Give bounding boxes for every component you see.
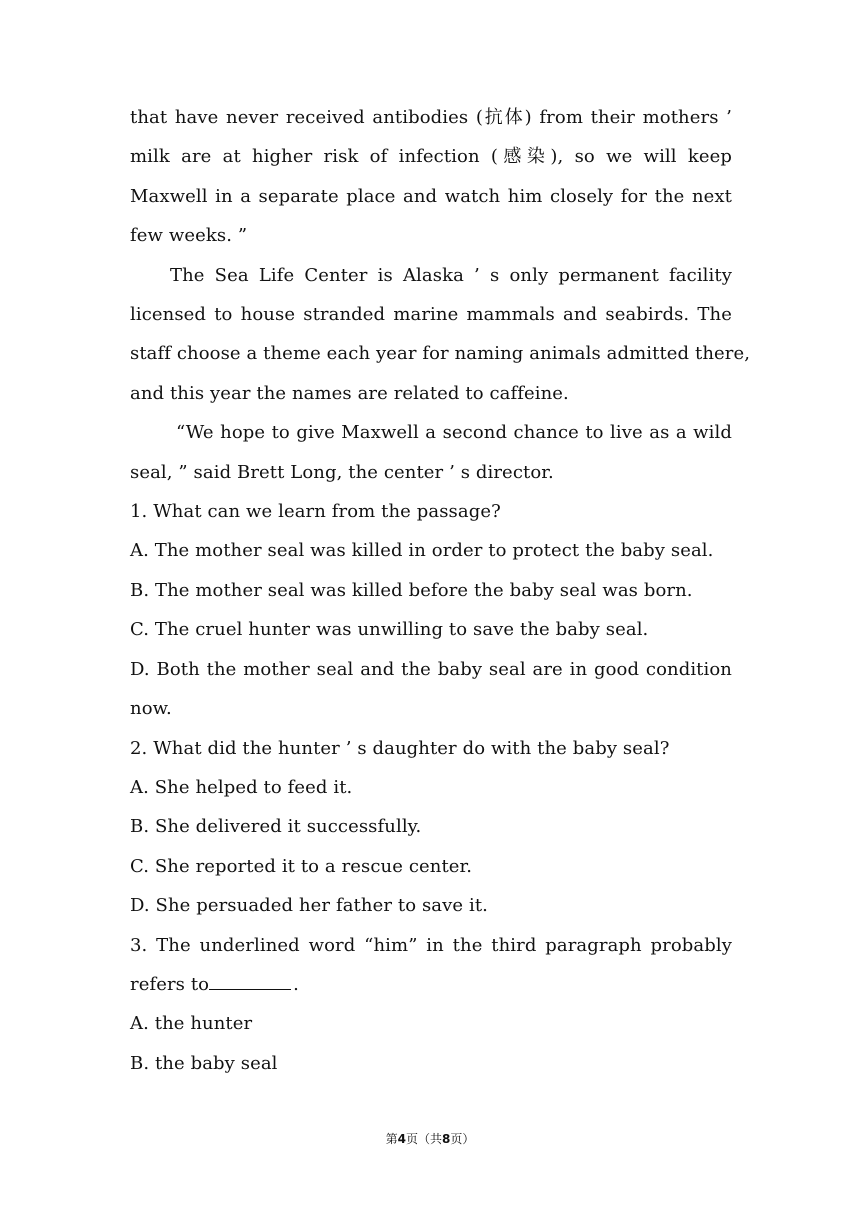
question-2-stem: 2. What did the hunter ’ s daughter do with the baby seal?	[130, 737, 670, 759]
question-1-option-d-line-1: D. Both the mother seal and the baby seal are in good condition	[130, 658, 732, 680]
question-1-option-d-line-2: now.	[130, 698, 172, 720]
question-1-option-a: A. The mother seal was killed in order to protect the baby seal.	[130, 540, 714, 562]
footer-middle: 页（共	[405, 1132, 442, 1146]
question-3-period: .	[293, 973, 299, 995]
question-3-stem-suffix: in the third paragraph probably	[417, 934, 732, 956]
paragraph-2-line-4: and this year the names are related to caffeine.	[130, 382, 569, 404]
paragraph-2-line-1: The Sea Life Center is Alaska ’ s only permanent facility	[170, 264, 732, 286]
question-1-option-b: B. The mother seal was killed before the baby seal was born.	[130, 579, 693, 601]
paragraph-3-line-1: “We hope to give Maxwell a second chance to live as a wild	[176, 422, 732, 444]
question-3-refers-to: refers to	[130, 973, 210, 995]
question-2-option-c: C. She reported it to a rescue center.	[130, 855, 473, 877]
paragraph-2-line-3: staff choose a theme each year for naming animals admitted there,	[130, 343, 751, 365]
question-3-stem-prefix: 3. The underlined word	[130, 934, 365, 956]
question-2-option-b: B. She delivered it successfully.	[130, 816, 422, 838]
question-3-option-a: A. the hunter	[130, 1013, 253, 1035]
paragraph-1-line-4: few weeks. ”	[130, 225, 248, 247]
paragraph-1-line-2: milk are at higher risk of infection (感染), so we will keep	[130, 146, 732, 168]
question-3-option-b: B. the baby seal	[130, 1052, 278, 1074]
question-3-stem-line-2	[130, 965, 732, 1004]
question-3-quoted-word: “him”	[364, 934, 418, 956]
answer-blank	[209, 969, 291, 990]
page-footer	[0, 1130, 860, 1147]
footer-suffix: 页）	[450, 1132, 475, 1146]
paragraph-2-line-2: licensed to house stranded marine mammals and seabirds. The	[130, 304, 732, 326]
question-1-option-c: C. The cruel hunter was unwilling to save the baby seal.	[130, 619, 649, 641]
document-body	[130, 98, 751, 1083]
question-3-stem-line-1	[130, 926, 732, 965]
question-2-option-a: A. She helped to feed it.	[130, 776, 353, 798]
footer-total-pages: 8	[442, 1132, 451, 1146]
paragraph-1-line-1: that have never received antibodies (抗体) from their mothers ’	[130, 107, 732, 128]
question-2-option-d: D. She persuaded her father to save it.	[130, 895, 488, 917]
footer-page-number: 4	[397, 1132, 406, 1146]
paragraph-3-line-2: seal, ” said Brett Long, the center ’ s director.	[130, 461, 554, 483]
question-1-stem: 1. What can we learn from the passage?	[130, 501, 501, 523]
paragraph-1-line-3: Maxwell in a separate place and watch him closely for the next	[130, 185, 732, 207]
footer-prefix: 第	[385, 1132, 398, 1146]
